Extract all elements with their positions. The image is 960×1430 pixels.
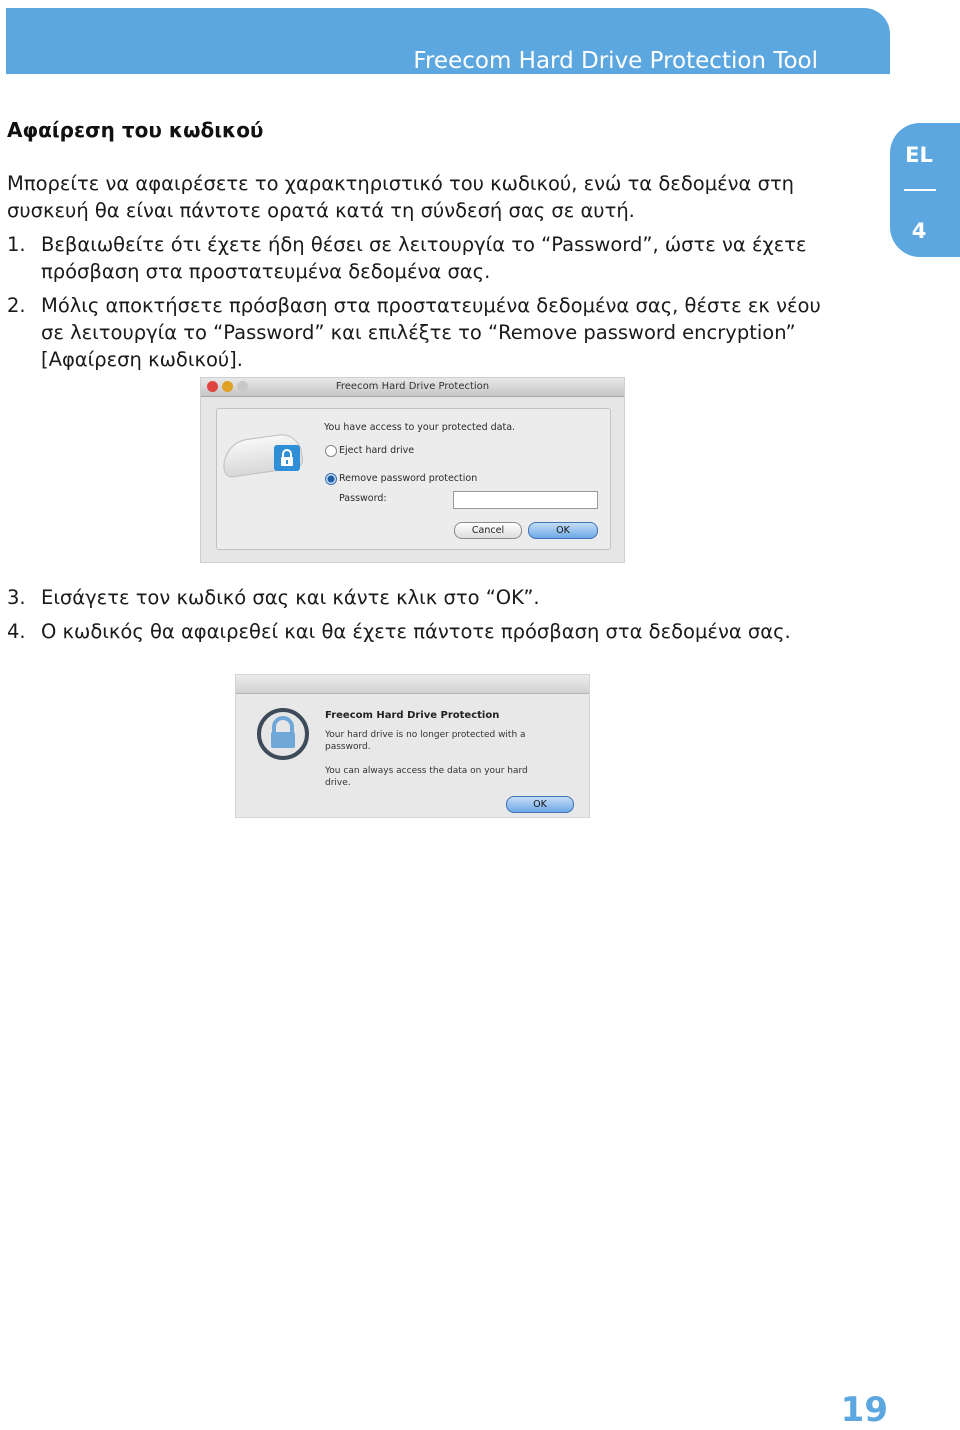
- page-number: 19: [840, 1390, 888, 1430]
- removed-message: Your hard drive is no longer protected with a password.: [325, 730, 526, 752]
- step-number: 4.: [7, 620, 26, 643]
- chapter-tab: [890, 123, 960, 257]
- step-text: Εισάγετε τον κωδικό σας και κάντε κλικ στο “OK”.: [41, 586, 540, 609]
- password-label: Password:: [339, 493, 387, 504]
- section-title: Αφαίρεση του κωδικού: [7, 118, 264, 142]
- remove-password-radio[interactable]: [325, 473, 337, 485]
- window-titlebar: [236, 675, 589, 694]
- dialog-panel: [216, 408, 611, 550]
- step-number: 2.: [7, 294, 26, 317]
- ok-button[interactable]: OK: [528, 522, 598, 539]
- dialog-title: Freecom Hard Drive Protection: [325, 710, 500, 721]
- access-message: You can always access the data on your hard drive.: [325, 766, 528, 788]
- lock-icon: [274, 445, 300, 471]
- step-text: Βεβαιωθείτε ότι έχετε ήδη θέσει σε λειτουργία το “Password”, ώστε να έχετε πρόσβαση στα προστατευμένα δεδομένα σας.: [41, 233, 807, 283]
- cancel-button[interactable]: Cancel: [454, 522, 522, 539]
- remove-option-label[interactable]: Remove password protection: [339, 473, 478, 484]
- header-title: Freecom Hard Drive Protection Tool: [413, 48, 818, 74]
- page-header: [6, 8, 890, 74]
- step-number: 1.: [7, 233, 26, 256]
- intro-paragraph: Μπορείτε να αφαιρέσετε το χαρακτηριστικό του κωδικού, ενώ τα δεδομένα στη συσκευή θα είναι πάντοτε ορατά κατά τη σύνδεσή σας σε αυτή.: [7, 172, 795, 222]
- password-input[interactable]: [453, 491, 598, 509]
- access-message: You have access to your protected data.: [324, 422, 516, 433]
- step-text: Μόλις αποκτήσετε πρόσβαση στα προστατευμένα δεδομένα σας, θέστε εκ νέου σε λειτουργία το “Password” και επιλέξτε το “Remove password encryption” [Αφαίρεση κωδικού].: [41, 294, 821, 371]
- password-removed-dialog-screenshot: [235, 674, 590, 818]
- ok-button[interactable]: OK: [506, 796, 574, 813]
- chapter-number: 4: [911, 219, 927, 243]
- remove-password-dialog-screenshot: [200, 377, 625, 563]
- eject-option-label[interactable]: Eject hard drive: [339, 445, 415, 456]
- window-titlebar: [201, 378, 624, 397]
- window-title: Freecom Hard Drive Protection: [335, 381, 490, 392]
- language-code: EL: [905, 143, 933, 167]
- step-text: Ο κωδικός θα αφαιρεθεί και θα έχετε πάντοτε πρόσβαση στα δεδομένα σας.: [41, 620, 791, 643]
- unlocked-icon: [256, 707, 310, 765]
- eject-radio[interactable]: [325, 445, 337, 457]
- tab-divider: [904, 189, 936, 191]
- step-number: 3.: [7, 586, 26, 609]
